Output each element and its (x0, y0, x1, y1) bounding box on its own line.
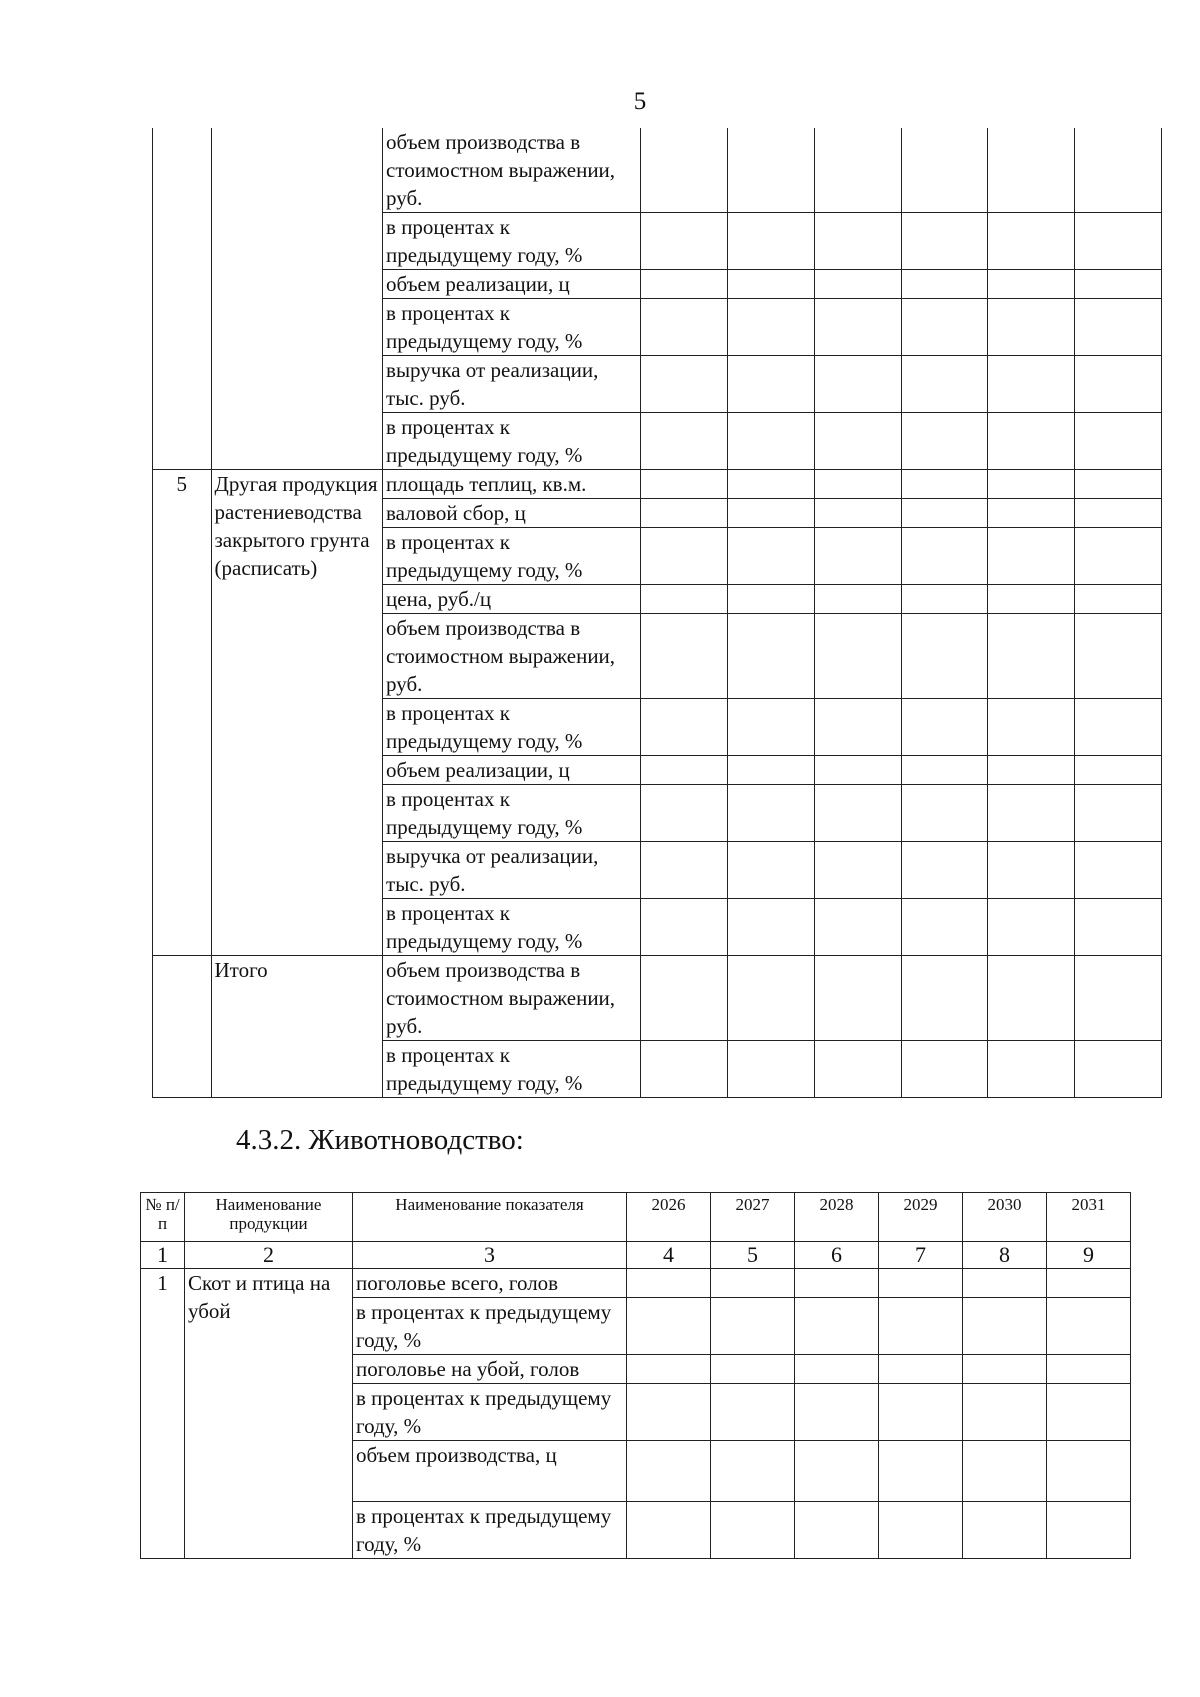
indicator-cell: в процентах к предыдущему году, % (353, 1502, 627, 1559)
indicator-cell: в процентах к предыдущему году, % (383, 699, 641, 756)
header-indicator: Наименование показателя (353, 1193, 627, 1242)
value-cell (627, 1441, 711, 1502)
indicator-cell: объем производства в стоимостном выражении, руб. (383, 614, 641, 699)
value-cell (728, 270, 815, 299)
value-cell (1075, 356, 1162, 413)
value-cell (641, 956, 728, 1041)
value-cell (814, 614, 901, 699)
column-index: 3 (353, 1242, 627, 1269)
value-cell (795, 1441, 879, 1502)
livestock-table (140, 1192, 1131, 1559)
value-cell (728, 699, 815, 756)
value-cell (988, 699, 1075, 756)
column-index: 7 (879, 1242, 963, 1269)
value-cell (963, 1441, 1047, 1502)
table-row (141, 1269, 1131, 1298)
value-cell (1075, 299, 1162, 356)
value-cell (814, 128, 901, 213)
value-cell (795, 1269, 879, 1298)
value-cell (814, 413, 901, 470)
value-cell (627, 1502, 711, 1559)
value-cell (1075, 614, 1162, 699)
table-row (153, 956, 1162, 1041)
indicator-cell: в процентах к предыдущему году, % (383, 213, 641, 270)
value-cell (1075, 413, 1162, 470)
value-cell (641, 756, 728, 785)
product-name-cell (211, 128, 383, 470)
value-cell (901, 699, 988, 756)
value-cell (988, 899, 1075, 956)
crop-production-table (152, 128, 1162, 1098)
indicator-cell: цена, руб./ц (383, 585, 641, 614)
indicator-cell: в процентах к предыдущему году, % (383, 899, 641, 956)
value-cell (641, 585, 728, 614)
value-cell (1047, 1269, 1131, 1298)
value-cell (814, 699, 901, 756)
value-cell (711, 1269, 795, 1298)
value-cell (901, 413, 988, 470)
value-cell (901, 842, 988, 899)
value-cell (879, 1384, 963, 1441)
value-cell (988, 756, 1075, 785)
value-cell (901, 785, 988, 842)
value-cell (728, 528, 815, 585)
value-cell (1075, 842, 1162, 899)
value-cell (1075, 128, 1162, 213)
header-year: 2030 (963, 1193, 1047, 1242)
indicator-cell: в процентах к предыдущему году, % (383, 785, 641, 842)
indicator-cell: в процентах к предыдущему году, % (383, 528, 641, 585)
value-cell (901, 128, 988, 213)
value-cell (963, 1269, 1047, 1298)
column-index: 9 (1047, 1242, 1131, 1269)
value-cell (901, 356, 988, 413)
value-cell (1075, 499, 1162, 528)
column-index: 8 (963, 1242, 1047, 1269)
value-cell (901, 614, 988, 699)
product-name-cell: Итого (211, 956, 383, 1098)
value-cell (901, 528, 988, 585)
value-cell (627, 1269, 711, 1298)
header-year: 2027 (711, 1193, 795, 1242)
column-index: 1 (141, 1242, 185, 1269)
value-cell (1075, 899, 1162, 956)
value-cell (641, 499, 728, 528)
value-cell (711, 1441, 795, 1502)
value-cell (988, 270, 1075, 299)
value-cell (641, 785, 728, 842)
header-num: № п/п (141, 1193, 185, 1242)
value-cell (901, 470, 988, 499)
indicator-cell: в процентах к предыдущему году, % (383, 413, 641, 470)
value-cell (988, 413, 1075, 470)
table-header-row (141, 1193, 1131, 1242)
value-cell (988, 956, 1075, 1041)
indicator-cell: выручка от реализации, тыс. руб. (383, 842, 641, 899)
indicator-cell: в процентах к предыдущему году, % (353, 1298, 627, 1355)
value-cell (901, 299, 988, 356)
value-cell (1047, 1298, 1131, 1355)
value-cell (901, 956, 988, 1041)
value-cell (711, 1298, 795, 1355)
value-cell (814, 499, 901, 528)
value-cell (728, 470, 815, 499)
value-cell (728, 356, 815, 413)
value-cell (627, 1298, 711, 1355)
product-name-cell: Скот и птица на убой (185, 1269, 353, 1559)
value-cell (879, 1502, 963, 1559)
value-cell (901, 499, 988, 528)
value-cell (728, 585, 815, 614)
value-cell (814, 899, 901, 956)
value-cell (1075, 785, 1162, 842)
header-year: 2028 (795, 1193, 879, 1242)
value-cell (988, 499, 1075, 528)
table-row (153, 128, 1162, 213)
indicator-cell: объем реализации, ц (383, 270, 641, 299)
indicator-cell: выручка от реализации, тыс. руб. (383, 356, 641, 413)
column-index: 2 (185, 1242, 353, 1269)
value-cell (814, 213, 901, 270)
value-cell (641, 213, 728, 270)
value-cell (988, 470, 1075, 499)
value-cell (901, 213, 988, 270)
header-year: 2029 (879, 1193, 963, 1242)
value-cell (728, 1041, 815, 1098)
value-cell (711, 1502, 795, 1559)
indicator-cell: объем производства, ц (353, 1441, 627, 1502)
value-cell (901, 899, 988, 956)
value-cell (901, 585, 988, 614)
value-cell (879, 1298, 963, 1355)
indicator-cell: площадь теплиц, кв.м. (383, 470, 641, 499)
indicator-cell: объем производства в стоимостном выражении, руб. (383, 956, 641, 1041)
value-cell (988, 614, 1075, 699)
value-cell (795, 1355, 879, 1384)
value-cell (814, 585, 901, 614)
value-cell (901, 756, 988, 785)
value-cell (1075, 470, 1162, 499)
value-cell (1075, 756, 1162, 785)
value-cell (901, 1041, 988, 1098)
value-cell (641, 128, 728, 213)
column-index: 5 (711, 1242, 795, 1269)
value-cell (814, 528, 901, 585)
indicator-cell: в процентах к предыдущему году, % (383, 299, 641, 356)
value-cell (641, 299, 728, 356)
value-cell (814, 356, 901, 413)
value-cell (879, 1269, 963, 1298)
row-number-cell (153, 128, 212, 470)
value-cell (879, 1355, 963, 1384)
value-cell (641, 356, 728, 413)
value-cell (814, 956, 901, 1041)
value-cell (728, 956, 815, 1041)
indicator-cell: объем производства в стоимостном выражении, руб. (383, 128, 641, 213)
value-cell (814, 470, 901, 499)
value-cell (728, 614, 815, 699)
value-cell (963, 1384, 1047, 1441)
value-cell (728, 499, 815, 528)
row-number-cell (153, 956, 212, 1098)
value-cell (728, 299, 815, 356)
value-cell (641, 528, 728, 585)
value-cell (795, 1298, 879, 1355)
value-cell (1047, 1384, 1131, 1441)
indicator-cell: в процентах к предыдущему году, % (353, 1384, 627, 1441)
value-cell (641, 614, 728, 699)
value-cell (814, 756, 901, 785)
value-cell (988, 1041, 1075, 1098)
value-cell (1075, 956, 1162, 1041)
product-name-cell: Другая продукция растениеводства закрытого грунта (расписать) (211, 470, 383, 956)
value-cell (988, 528, 1075, 585)
value-cell (641, 899, 728, 956)
value-cell (728, 413, 815, 470)
value-cell (795, 1502, 879, 1559)
value-cell (988, 299, 1075, 356)
value-cell (728, 756, 815, 785)
table-row (153, 470, 1162, 499)
column-index: 6 (795, 1242, 879, 1269)
value-cell (1075, 1041, 1162, 1098)
value-cell (728, 128, 815, 213)
value-cell (963, 1355, 1047, 1384)
value-cell (641, 1041, 728, 1098)
value-cell (814, 1041, 901, 1098)
indicator-cell: валовой сбор, ц (383, 499, 641, 528)
value-cell (728, 842, 815, 899)
value-cell (963, 1298, 1047, 1355)
value-cell (814, 270, 901, 299)
indicator-cell: поголовье всего, голов (353, 1269, 627, 1298)
value-cell (711, 1384, 795, 1441)
value-cell (728, 213, 815, 270)
value-cell (641, 470, 728, 499)
row-number-cell: 5 (153, 470, 212, 956)
value-cell (901, 270, 988, 299)
row-number-cell: 1 (141, 1269, 185, 1559)
value-cell (627, 1384, 711, 1441)
header-year: 2031 (1047, 1193, 1131, 1242)
value-cell (641, 413, 728, 470)
value-cell (1075, 699, 1162, 756)
indicator-cell: объем реализации, ц (383, 756, 641, 785)
value-cell (988, 213, 1075, 270)
value-cell (1075, 585, 1162, 614)
value-cell (728, 899, 815, 956)
value-cell (627, 1355, 711, 1384)
column-index: 4 (627, 1242, 711, 1269)
value-cell (988, 585, 1075, 614)
value-cell (641, 699, 728, 756)
header-product: Наименование продукции (185, 1193, 353, 1242)
value-cell (795, 1384, 879, 1441)
value-cell (711, 1355, 795, 1384)
value-cell (963, 1502, 1047, 1559)
value-cell (879, 1441, 963, 1502)
value-cell (988, 842, 1075, 899)
value-cell (1075, 213, 1162, 270)
indicator-cell: в процентах к предыдущему году, % (383, 1041, 641, 1098)
value-cell (1075, 270, 1162, 299)
column-index-row (141, 1242, 1131, 1269)
value-cell (814, 842, 901, 899)
header-year: 2026 (627, 1193, 711, 1242)
section-heading: 4.3.2. Животноводство: (236, 1124, 524, 1156)
value-cell (641, 842, 728, 899)
value-cell (641, 270, 728, 299)
value-cell (988, 785, 1075, 842)
value-cell (814, 785, 901, 842)
value-cell (1075, 528, 1162, 585)
value-cell (988, 356, 1075, 413)
value-cell (1047, 1502, 1131, 1559)
value-cell (1047, 1355, 1131, 1384)
value-cell (1047, 1441, 1131, 1502)
value-cell (814, 299, 901, 356)
value-cell (728, 785, 815, 842)
value-cell (988, 128, 1075, 213)
indicator-cell: поголовье на убой, голов (353, 1355, 627, 1384)
page-number: 5 (633, 88, 647, 115)
